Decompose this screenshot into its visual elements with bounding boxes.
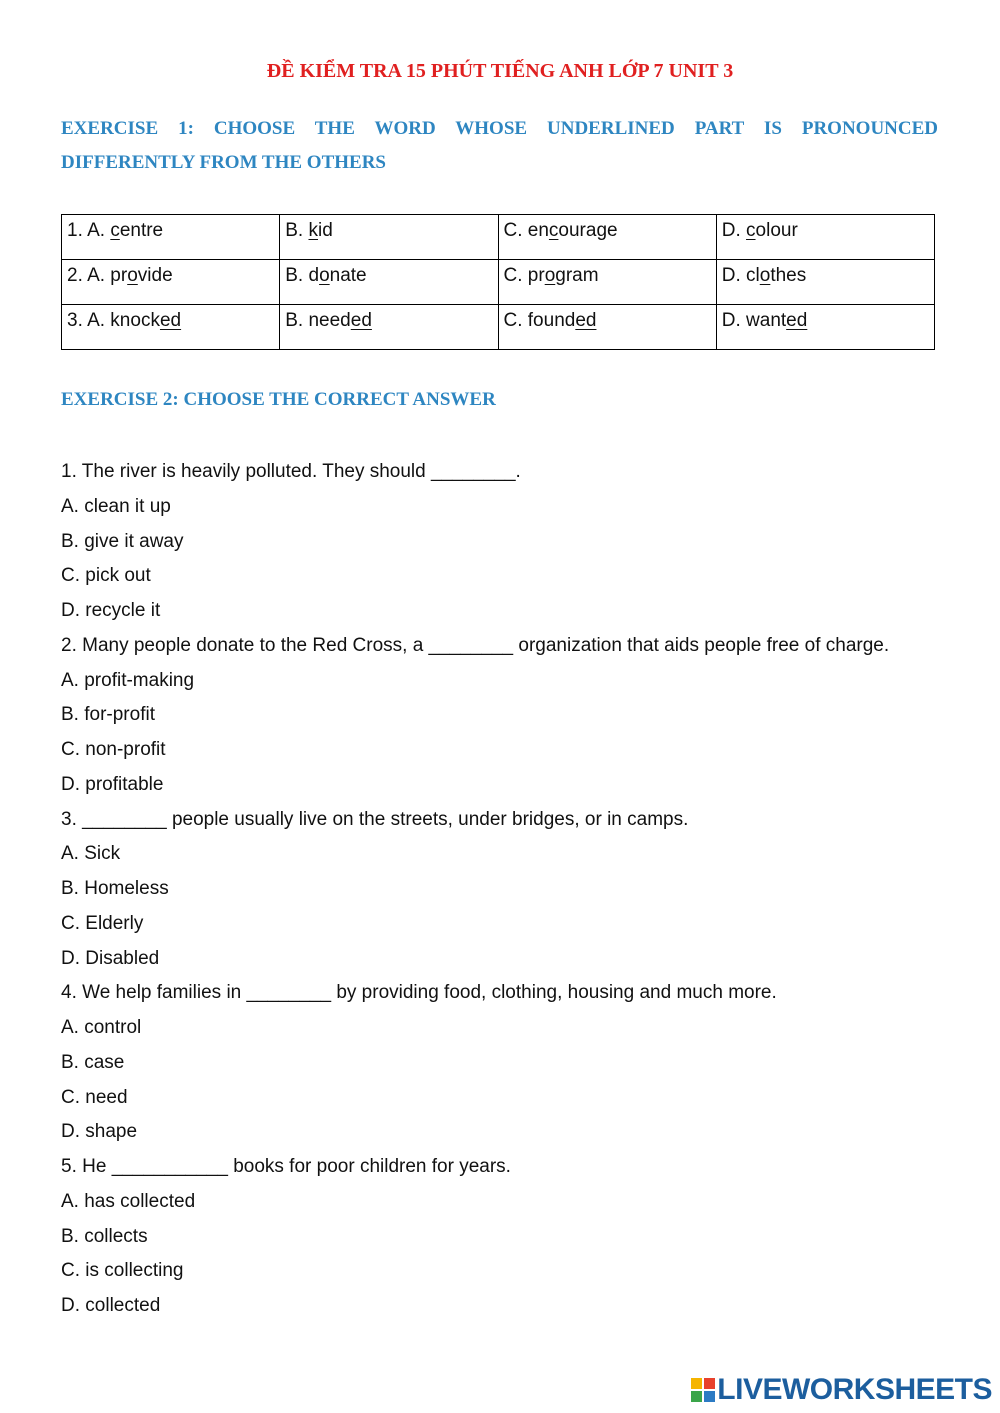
pronunciation-table [61,214,935,350]
answer-option[interactable]: D. shape [61,1121,138,1143]
answer-option[interactable]: C. need [61,1086,128,1108]
option-text-before: B. d [285,265,320,286]
underlined-part: c [746,220,756,241]
liveworksheets-logo-text: LIVEWORKSHEETS [717,1373,992,1406]
underlined-part: o [544,265,556,286]
answer-option[interactable]: B. for-profit [61,704,155,726]
underlined-part: ed [350,310,372,331]
answer-option[interactable]: C. non-profit [61,739,166,760]
answer-option[interactable]: A. profit-making [61,669,195,691]
option-text-before: 2. A. pr [67,265,128,286]
exercise-1-heading-line1: EXERCISE 1: CHOOSE THE WORD WHOSE UNDERLINED PART IS PRONOUNCED [61,118,938,139]
pronunciation-row [62,215,935,260]
pronunciation-row [62,260,935,305]
option-text-after: vide [137,265,173,286]
option-text-before: 3. A. knock [67,310,160,331]
pronunciation-option[interactable] [280,215,498,260]
pronunciation-option[interactable] [62,260,280,305]
option-text-before: 1. A. [67,220,111,241]
answer-option[interactable]: B. case [61,1051,125,1073]
answer-option[interactable]: B. collects [61,1225,148,1247]
liveworksheets-logo [691,1373,992,1407]
underlined-part: o [319,265,330,286]
option-text-after: nate [329,265,367,286]
option-text-before: D. cl [721,265,760,286]
answer-option[interactable]: A. has collected [61,1190,196,1212]
pronunciation-option[interactable] [62,305,280,350]
underlined-part: k [308,220,318,241]
underlined-part: ed [159,310,182,331]
answer-option[interactable]: C. Elderly [61,912,144,934]
option-text-before: C. found [503,310,576,331]
liveworksheets-logo-icon [691,1378,715,1402]
pronunciation-option[interactable] [716,260,934,305]
option-text-after: id [317,220,333,241]
question-text: 5. He ___________ books for poor children for years. [61,1156,511,1177]
question-text: 3. ________ people usually live on the streets, under bridges, or in camps. [61,808,689,830]
underlined-part: ed [786,310,808,331]
option-text-after: gram [555,265,599,286]
option-text-before: C. pr [503,265,545,286]
question-text: 2. Many people donate to the Red Cross, a ________ organization that aids people free of charge. [61,634,890,656]
pronunciation-option[interactable] [716,215,934,260]
pronunciation-option[interactable] [62,215,280,260]
exercise-2-heading: EXERCISE 2: CHOOSE THE CORRECT ANSWER [61,389,496,410]
option-text-after: entre [119,220,164,241]
answer-option[interactable]: C. is collecting [61,1260,184,1282]
underlined-part: ed [575,310,597,331]
option-text-before: B. [285,220,309,241]
underlined-part: c [548,220,559,241]
option-text-before: B. need [285,310,351,331]
question-text: 1. The river is heavily polluted. They should ________. [61,461,521,482]
exercise-1-heading-line2: DIFFERENTLY FROM THE OTHERS [61,152,386,173]
pronunciation-option[interactable] [280,305,498,350]
pronunciation-option[interactable] [498,260,716,305]
pronunciation-option[interactable] [716,305,934,350]
answer-option[interactable]: D. collected [61,1295,161,1316]
answer-option[interactable]: A. clean it up [61,495,171,517]
answer-option[interactable]: D. recycle it [61,600,161,621]
answer-option[interactable]: D. profitable [61,773,164,795]
pronunciation-option[interactable] [498,305,716,350]
page-title: ĐỀ KIỂM TRA 15 PHÚT TIẾNG ANH LỚP 7 UNIT 3 [266,60,734,82]
option-text-after: thes [770,265,807,286]
underlined-part: o [759,265,771,286]
answer-option[interactable]: C. pick out [61,565,151,587]
answer-option[interactable]: A. control [61,1017,142,1038]
underlined-part: c [110,220,120,241]
option-text-before: C. en [503,220,549,241]
option-text-before: D. want [721,310,787,331]
answer-option[interactable]: B. Homeless [61,878,169,899]
option-text-after: olour [755,220,798,241]
pronunciation-option[interactable] [498,215,716,260]
exercise-1-heading [61,112,938,180]
question-list [61,455,961,1324]
option-text-after: ourage [558,220,618,241]
option-text-before: D. [721,220,747,241]
pronunciation-option[interactable] [280,260,498,305]
underlined-part: o [127,265,138,286]
pronunciation-row [62,305,935,350]
answer-option[interactable]: B. give it away [61,530,184,552]
answer-option[interactable]: A. Sick [61,843,121,865]
question-text: 4. We help families in ________ by providing food, clothing, housing and much more. [61,982,777,1004]
answer-option[interactable]: D. Disabled [61,947,160,969]
